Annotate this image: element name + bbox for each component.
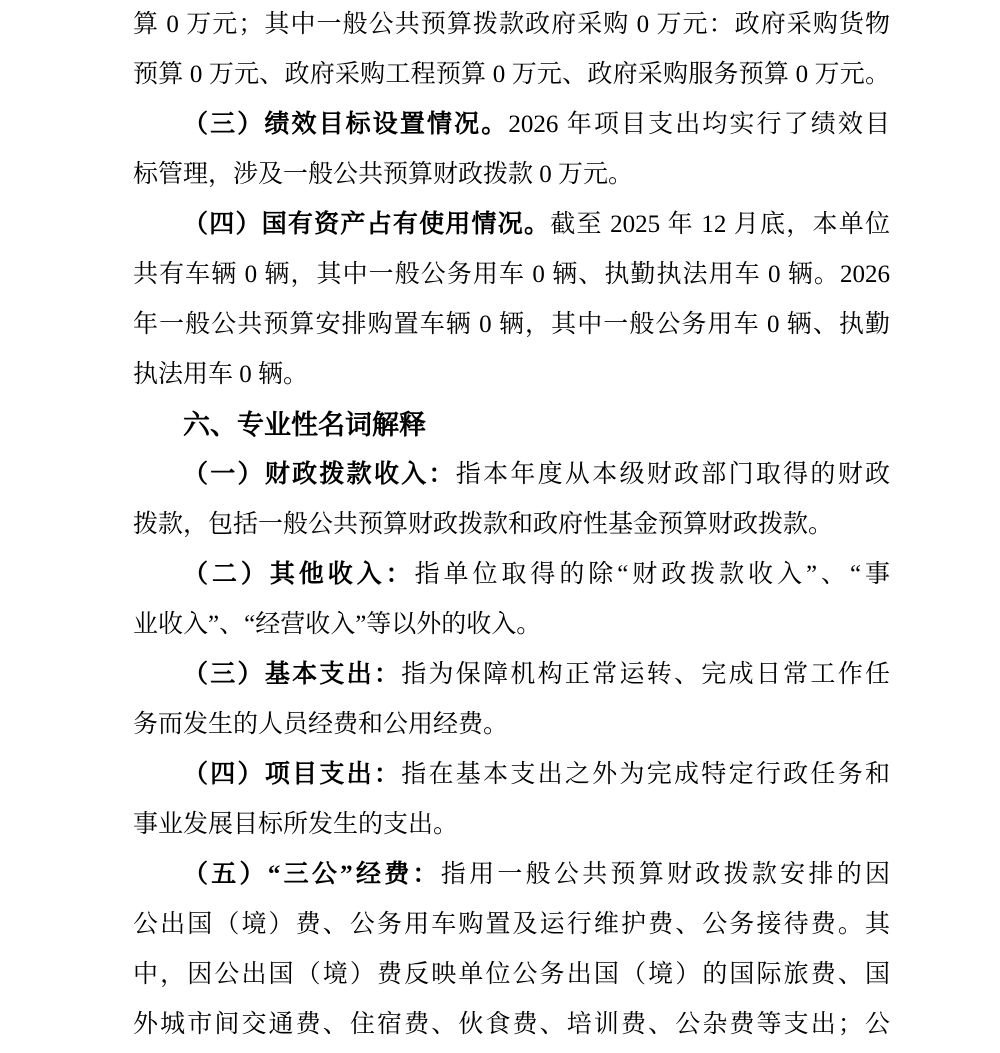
text-run: 指在基本支出之外为完成特定行政任务和 bbox=[401, 761, 890, 788]
text-line bbox=[133, 550, 890, 600]
text-line bbox=[133, 300, 890, 350]
text-run: 指用一般公共预算财政拨款安排的因 bbox=[440, 861, 890, 888]
text-line bbox=[133, 0, 890, 50]
text-run: 指单位取得的除“财政拨款收入”、“事 bbox=[414, 561, 890, 588]
text-line bbox=[133, 750, 890, 800]
text-line bbox=[133, 250, 890, 300]
bold-text-run: （三）绩效目标设置情况。 bbox=[183, 111, 509, 138]
text-run: 拨款，包括一般公共预算财政拨款和政府性基金预算财政拨款。 bbox=[133, 511, 834, 538]
bold-text-run: （五）“三公”经费： bbox=[183, 861, 441, 888]
text-run: 标管理，涉及一般公共预算财政拨款 0 万元。 bbox=[133, 161, 634, 188]
section-heading bbox=[133, 400, 890, 450]
text-line bbox=[133, 950, 890, 1000]
text-line bbox=[133, 100, 890, 150]
text-line bbox=[133, 200, 890, 250]
bold-text-run: （三）基本支出： bbox=[183, 661, 402, 688]
text-run: 算 0 万元；其中一般公共预算拨款政府采购 0 万元：政府采购货物 bbox=[133, 11, 890, 38]
bold-text-run: 六、专业性名词解释 bbox=[183, 410, 426, 440]
text-run: 年一般公共预算安排购置车辆 0 辆，其中一般公务用车 0 辆、执勤 bbox=[133, 311, 890, 338]
text-run: 截至 2025 年 12 月底，本单位 bbox=[550, 211, 890, 238]
text-line bbox=[133, 450, 890, 500]
bold-text-run: （四）国有资产占有使用情况。 bbox=[183, 211, 551, 238]
text-run: 业收入”、“经营收入”等以外的收入。 bbox=[133, 611, 542, 638]
text-run: 事业发展目标所发生的支出。 bbox=[133, 811, 459, 838]
text-run: 外城市间交通费、住宿费、伙食费、培训费、公杂费等支出；公 bbox=[133, 1011, 890, 1038]
document-body bbox=[133, 0, 890, 1050]
text-run: 务而发生的人员经费和公用经费。 bbox=[133, 711, 509, 738]
text-run: 2026 年项目支出均实行了绩效目 bbox=[508, 111, 890, 138]
text-run: 执法用车 0 辆。 bbox=[133, 361, 309, 388]
text-line bbox=[133, 700, 890, 750]
bold-text-run: （一）财政拨款收入： bbox=[183, 461, 456, 488]
text-run: 指本年度从本级财政部门取得的财政 bbox=[455, 461, 890, 488]
text-line bbox=[133, 900, 890, 950]
text-line bbox=[133, 600, 890, 650]
text-line bbox=[133, 650, 890, 700]
text-line bbox=[133, 150, 890, 200]
text-run: 中，因公出国（境）费反映单位公务出国（境）的国际旅费、国 bbox=[133, 961, 890, 988]
text-line bbox=[133, 50, 890, 100]
text-line bbox=[133, 1000, 890, 1050]
text-line bbox=[133, 350, 890, 400]
text-line bbox=[133, 500, 890, 550]
text-run: 公出国（境）费、公务用车购置及运行维护费、公务接待费。其 bbox=[133, 911, 890, 938]
text-line bbox=[133, 800, 890, 850]
text-run: 共有车辆 0 辆，其中一般公务用车 0 辆、执勤执法用车 0 辆。2026 bbox=[133, 261, 890, 288]
text-run: 指为保障机构正常运转、完成日常工作任 bbox=[401, 661, 890, 688]
text-line bbox=[133, 850, 890, 900]
text-run: 预算 0 万元、政府采购工程预算 0 万元、政府采购服务预算 0 万元。 bbox=[133, 61, 890, 88]
bold-text-run: （四）项目支出： bbox=[183, 761, 402, 788]
bold-text-run: （二）其他收入： bbox=[183, 561, 415, 588]
